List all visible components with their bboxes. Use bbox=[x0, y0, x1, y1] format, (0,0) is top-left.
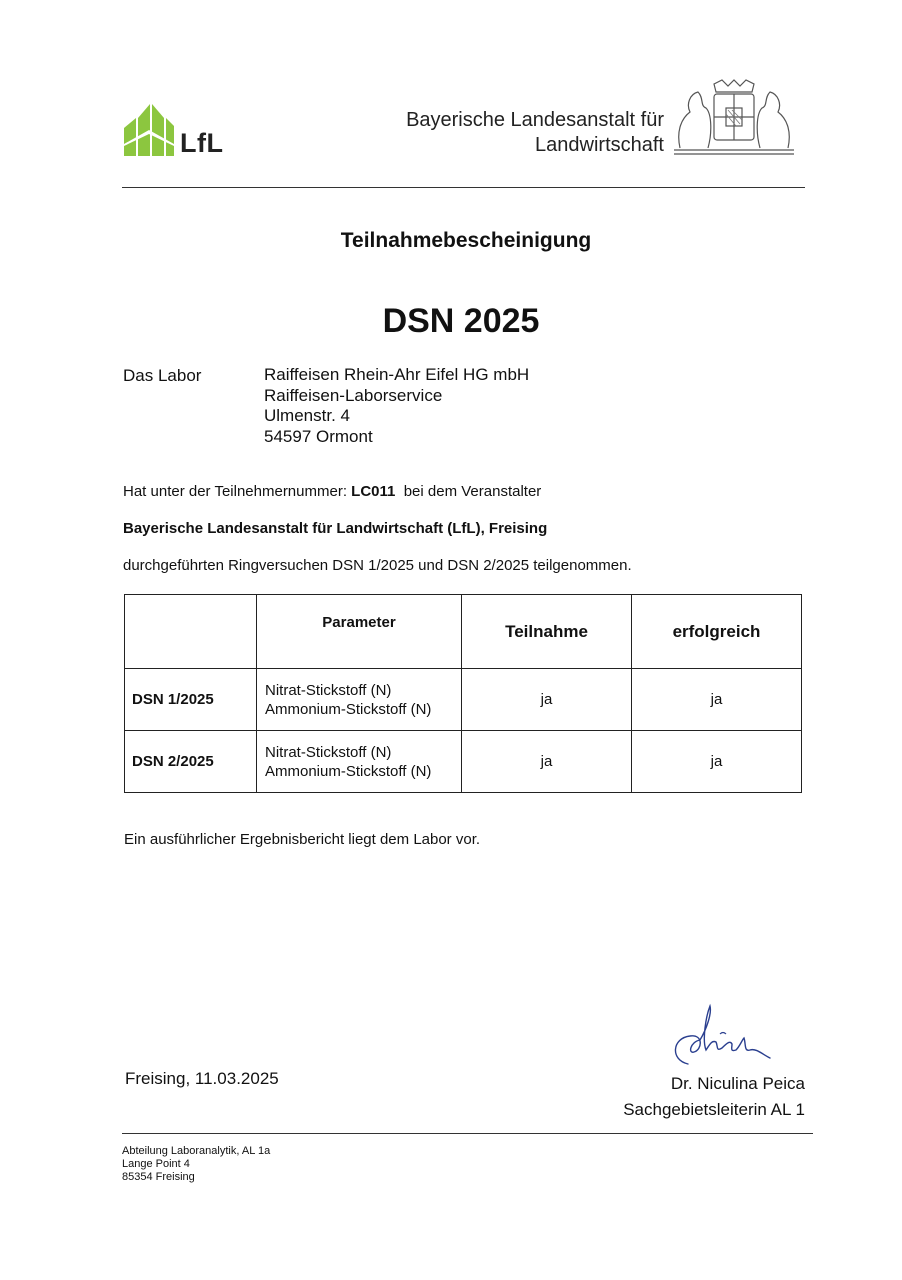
certificate-title: Teilnahmebescheinigung bbox=[340, 229, 592, 252]
footer-line: Abteilung Laboranalytik, AL 1a bbox=[122, 1145, 271, 1157]
footer-line: 85354 Freising bbox=[122, 1171, 195, 1183]
signer-block bbox=[623, 1071, 805, 1123]
institution-line-2: Landwirtschaft bbox=[535, 134, 664, 156]
institution-name bbox=[406, 108, 664, 158]
header-cell-success: erfolgreich bbox=[632, 595, 802, 669]
place-date: Freising, 11.03.2025 bbox=[125, 1069, 279, 1088]
organizer-name: Bayerische Landesanstalt für Landwirtschaft (LfL), Freising bbox=[123, 520, 548, 537]
participant-prefix: Hat unter der Teilnehmernummer: bbox=[123, 483, 352, 500]
participant-number: LC011 bbox=[351, 483, 396, 500]
labor-label: Das Labor bbox=[123, 366, 202, 385]
table-row bbox=[125, 731, 802, 793]
parameter-line: Nitrat-Stickstoff (N) bbox=[265, 681, 392, 699]
signer-name: Dr. Niculina Peica bbox=[670, 1074, 805, 1093]
header-cell-parameter: Parameter bbox=[257, 595, 462, 669]
participant-line bbox=[123, 483, 541, 500]
participation-cell: ja bbox=[462, 669, 632, 731]
address-line: Raiffeisen Rhein-Ahr Eifel HG mbH bbox=[264, 365, 530, 384]
footer-divider bbox=[122, 1133, 813, 1134]
address-line: Raiffeisen-Laborservice bbox=[264, 385, 443, 405]
handwritten-signature-icon bbox=[660, 1000, 780, 1072]
parameter-cell bbox=[257, 731, 462, 793]
address-line: 54597 Ormont bbox=[264, 426, 373, 446]
certificate-subtitle: DSN 2025 bbox=[382, 302, 540, 340]
table-row bbox=[125, 669, 802, 731]
parameter-line: Ammonium-Stickstoff (N) bbox=[265, 762, 432, 780]
signer-role: Sachgebietsleiterin AL 1 bbox=[623, 1100, 805, 1119]
header-divider bbox=[122, 187, 805, 188]
report-note: Ein ausführlicher Ergebnisbericht liegt dem Labor vor. bbox=[124, 831, 481, 848]
parameter-line: Ammonium-Stickstoff (N) bbox=[265, 700, 432, 718]
parameter-line: Nitrat-Stickstoff (N) bbox=[265, 743, 392, 761]
participant-suffix: bei dem Veranstalter bbox=[395, 483, 542, 500]
participation-statement: durchgeführten Ringversuchen DSN 1/2025 und DSN 2/2025 teilgenommen. bbox=[123, 557, 632, 574]
parameter-cell bbox=[257, 669, 462, 731]
footer-address bbox=[122, 1145, 270, 1184]
participation-cell: ja bbox=[462, 731, 632, 793]
round-name-cell: DSN 2/2025 bbox=[125, 731, 257, 793]
table-header-row bbox=[125, 595, 802, 669]
address-line: Ulmenstr. 4 bbox=[264, 406, 350, 425]
footer-line: Lange Point 4 bbox=[122, 1158, 190, 1170]
header-cell-participation: Teilnahme bbox=[462, 595, 632, 669]
lfl-logo-text: LfL bbox=[180, 128, 224, 158]
round-name-cell: DSN 1/2025 bbox=[125, 669, 257, 731]
header-cell-empty bbox=[125, 595, 257, 669]
results-table bbox=[124, 594, 802, 793]
labor-address bbox=[264, 365, 529, 447]
success-cell: ja bbox=[632, 669, 802, 731]
bavarian-coat-of-arms-icon bbox=[670, 78, 798, 156]
success-cell: ja bbox=[632, 731, 802, 793]
institution-line-1: Bayerische Landesanstalt für bbox=[406, 109, 664, 131]
